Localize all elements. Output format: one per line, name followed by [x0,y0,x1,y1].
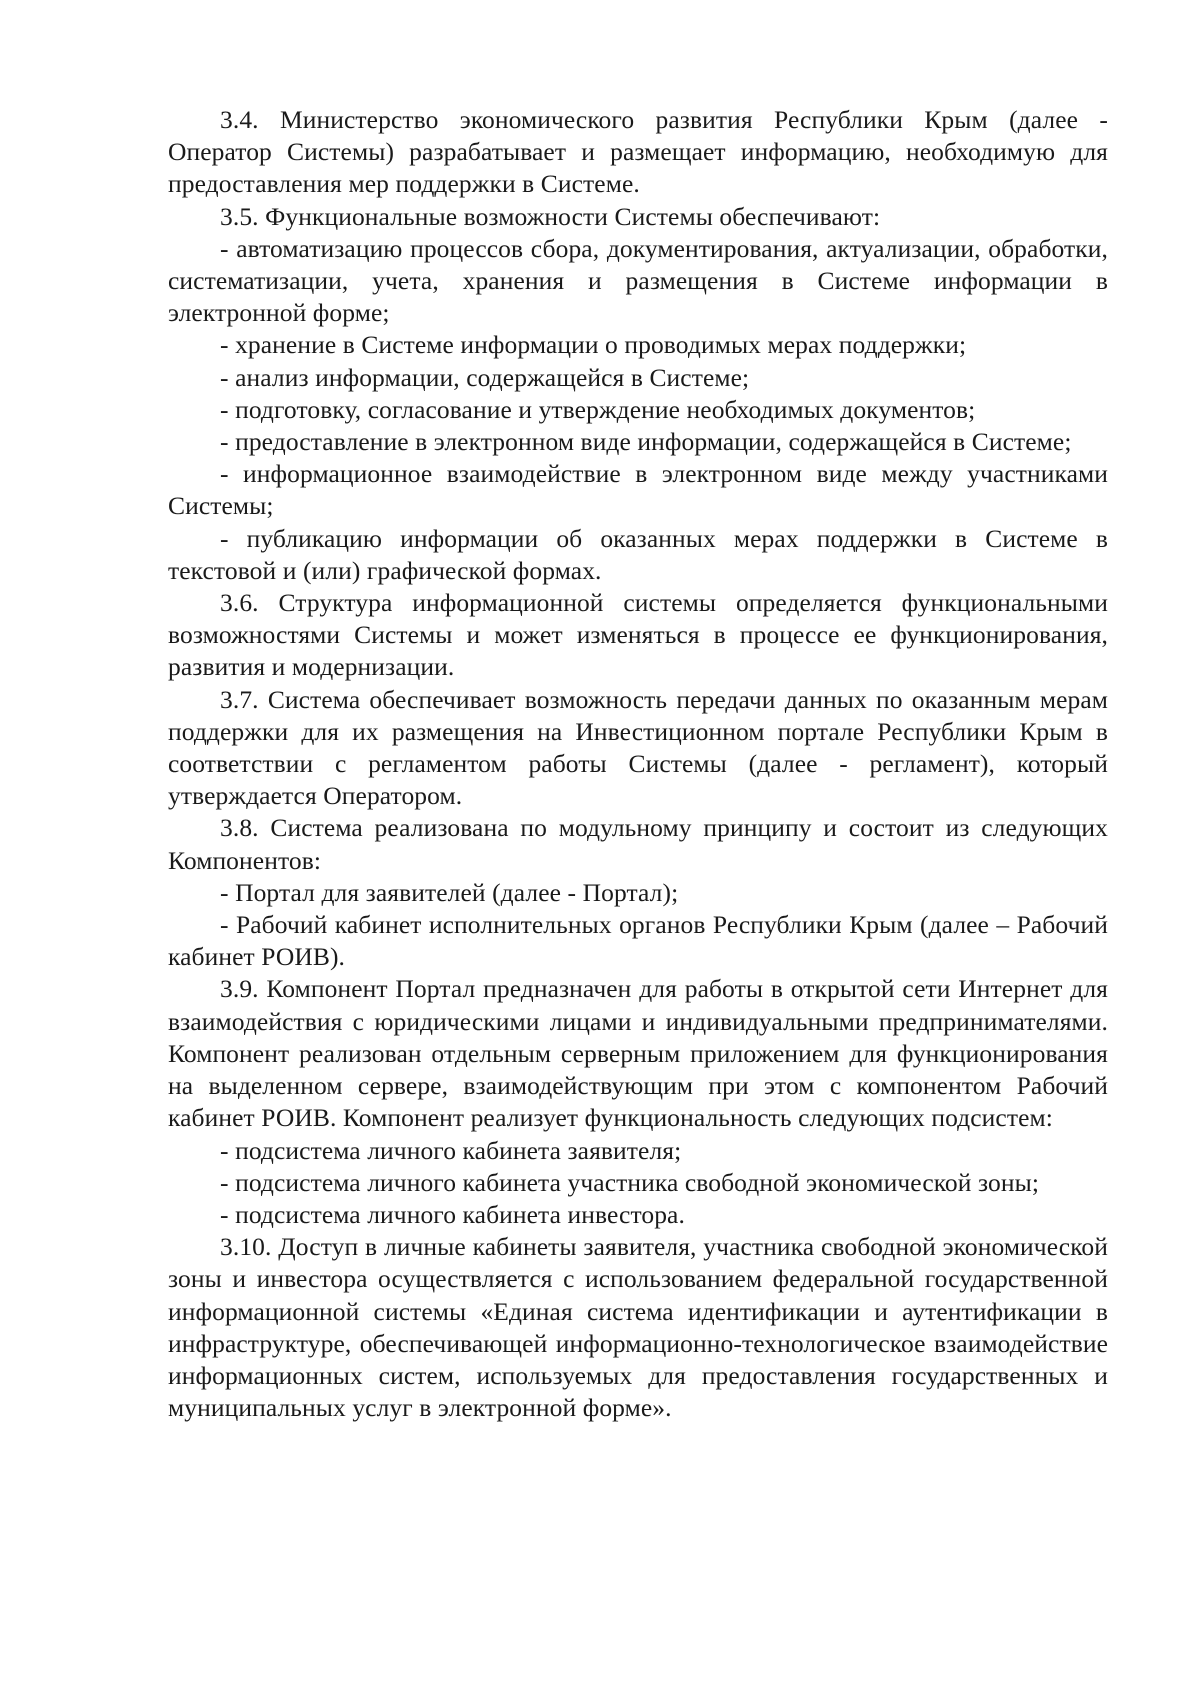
list-item-preparation: - подготовку, согласование и утверждение необходимых документов; [220,394,976,424]
list-item-publication: - публикацию информации об оказанных мерах поддержки в Системе в текстовой и (или) графической формах. [168,523,1108,585]
paragraph-3-9: 3.9. Компонент Портал предназначен для работы в открытой сети Интернет для взаимодействия с юридическими лицами и индивидуальными предпринимателями. Компонент реализован отдельным серверным приложением для функционирования на выделенном сервере, взаимодействующим при этом с компонентом Рабочий кабинет РОИВ. Компонент реализует функциональность следующих подсистем: [168,974,1108,1133]
list-item-interaction: - информационное взаимодействие в электронном виде между участниками Системы; [168,459,1108,521]
paragraph-3-8: 3.8. Система реализована по модульному принципу и состоит из следующих Компонентов: [168,813,1108,875]
list-item-sez-cabinet: - подсистема личного кабинета участника свободной экономической зоны; [220,1167,1040,1197]
paragraph-3-10: 3.10. Доступ в личные кабинеты заявителя, участника свободной экономической зоны и инвестора осуществляется с использованием федеральной государственной информационной системы «Единая система идентификации и аутентификации в инфраструктуре, обеспечивающей информационно-технологическое взаимодействие информационных систем, используемых для предоставления государственных и муниципальных услуг в электронной форме». [168,1232,1108,1423]
paragraph-3-5: 3.5. Функциональные возможности Системы обеспечивают: [220,201,881,231]
list-item-storage: - хранение в Системе информации о проводимых мерах поддержки; [220,330,967,360]
paragraph-3-6: 3.6. Структура информационной системы определяется функциональными возможностями Системы и может изменяться в процессе ее функционирования, развития и модернизации. [168,588,1108,682]
document-body [168,104,1108,1424]
paragraph-3-4: 3.4. Министерство экономического развития Республики Крым (далее - Оператор Системы) разрабатывает и размещает информацию, необходимую для предоставления мер поддержки в Системе. [168,105,1108,199]
list-item-applicant-cabinet: - подсистема личного кабинета заявителя; [220,1135,682,1165]
list-item-provision: - предоставление в электронном виде информации, содержащейся в Системе; [220,427,1072,457]
list-item-portal: - Портал для заявителей (далее - Портал); [220,877,679,907]
list-item-investor-cabinet: - подсистема личного кабинета инвестора. [220,1199,685,1229]
list-item-automation: - автоматизацию процессов сбора, документирования, актуализации, обработки, систематизации, учета, хранения и размещения в Системе информации в электронной форме; [168,233,1108,328]
list-item-workplace: - Рабочий кабинет исполнительных органов Республики Крым (далее – Рабочий кабинет РОИВ). [168,910,1108,972]
paragraph-3-7: 3.7. Система обеспечивает возможность передачи данных по оказанным мерам поддержки для их размещения на Инвестиционном портале Республики Крым в соответствии с регламентом работы Системы (далее - регламент), который утверждается Оператором. [168,684,1108,811]
list-item-analysis: - анализ информации, содержащейся в Системе; [220,362,750,392]
